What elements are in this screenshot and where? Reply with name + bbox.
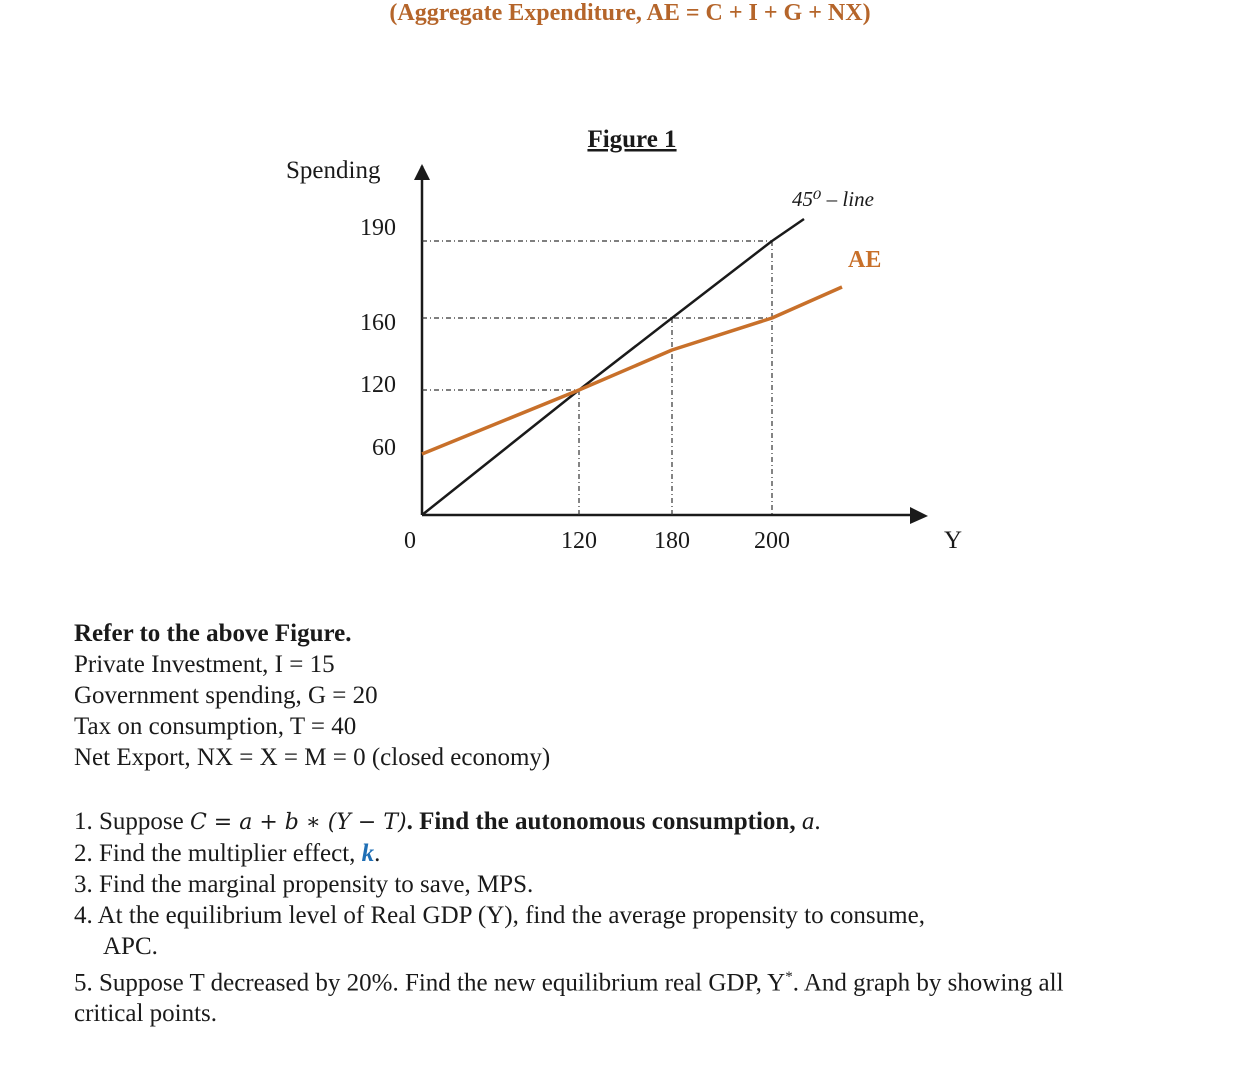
- question-2-prefix: 2. Find the multiplier effect,: [74, 840, 362, 867]
- given-line-investment: Private Investment, I = 15: [74, 651, 335, 678]
- question-4-line-1: 4. At the equilibrium level of Real GDP (Y), find the average propensity to consume,: [74, 902, 925, 929]
- axes: [414, 164, 928, 524]
- y-tick-label-190: 190: [360, 215, 396, 241]
- y-axis-arrow: [414, 164, 430, 180]
- series-lines: [422, 219, 842, 515]
- ae-line: [422, 287, 842, 454]
- autonomous-consumption-var: a: [801, 808, 815, 835]
- question-1-end: .: [814, 808, 821, 835]
- figure-title: Figure 1: [587, 126, 677, 153]
- question-4-line-2: APC.: [103, 933, 158, 960]
- given-information: [74, 618, 550, 773]
- question-1-suffix: . Find the autonomous consumption,: [406, 808, 802, 835]
- x-tick-label-200: 200: [754, 528, 790, 554]
- page-title: (Aggregate Expenditure, AE = C + I + G + NX): [389, 0, 871, 26]
- given-line-net-export: Net Export, NX = X = M = 0 (closed economy): [74, 744, 551, 771]
- given-line-tax: Tax on consumption, T = 40: [74, 713, 357, 740]
- question-3: 3. Find the marginal propensity to save, MPS.: [74, 871, 534, 898]
- y-tick-label-120: 120: [360, 372, 396, 398]
- given-line-government: Government spending, G = 20: [74, 682, 378, 709]
- question-5-suffix: . And graph by showing all: [792, 969, 1064, 997]
- question-1-prefix: 1. Suppose: [74, 808, 190, 835]
- tick-labels: [360, 215, 790, 554]
- x-tick-label-120: 120: [561, 528, 597, 554]
- x-tick-label-180: 180: [654, 528, 690, 554]
- consumption-formula: C = a + b ∗ (Y − T): [189, 810, 407, 835]
- y-tick-label-60: 60: [372, 435, 396, 461]
- question-1: [74, 806, 1184, 838]
- question-5-sup: *: [785, 969, 793, 985]
- question-5-line-2: critical points.: [74, 1000, 218, 1028]
- y-axis-label: Spending: [286, 157, 381, 184]
- y-tick-label-160: 160: [360, 310, 396, 336]
- ae-label: AE: [848, 247, 882, 273]
- question-5: [74, 962, 1184, 998]
- x-tick-label-0: 0: [404, 528, 416, 554]
- given-heading: Refer to the above Figure.: [74, 620, 352, 647]
- multiplier-var: k: [361, 840, 375, 867]
- question-2-end: .: [374, 840, 381, 867]
- question-5-prefix: 5. Suppose T decreased by 20%. Find the new equilibrium real GDP, Y: [74, 969, 786, 997]
- question-list: [74, 806, 1184, 1029]
- line-45-label: 45⁰ – line: [792, 187, 874, 211]
- x-axis-arrow: [910, 507, 928, 524]
- line-45-degree: [422, 219, 804, 515]
- question-2: [74, 838, 1184, 869]
- x-axis-label: Y: [944, 527, 963, 554]
